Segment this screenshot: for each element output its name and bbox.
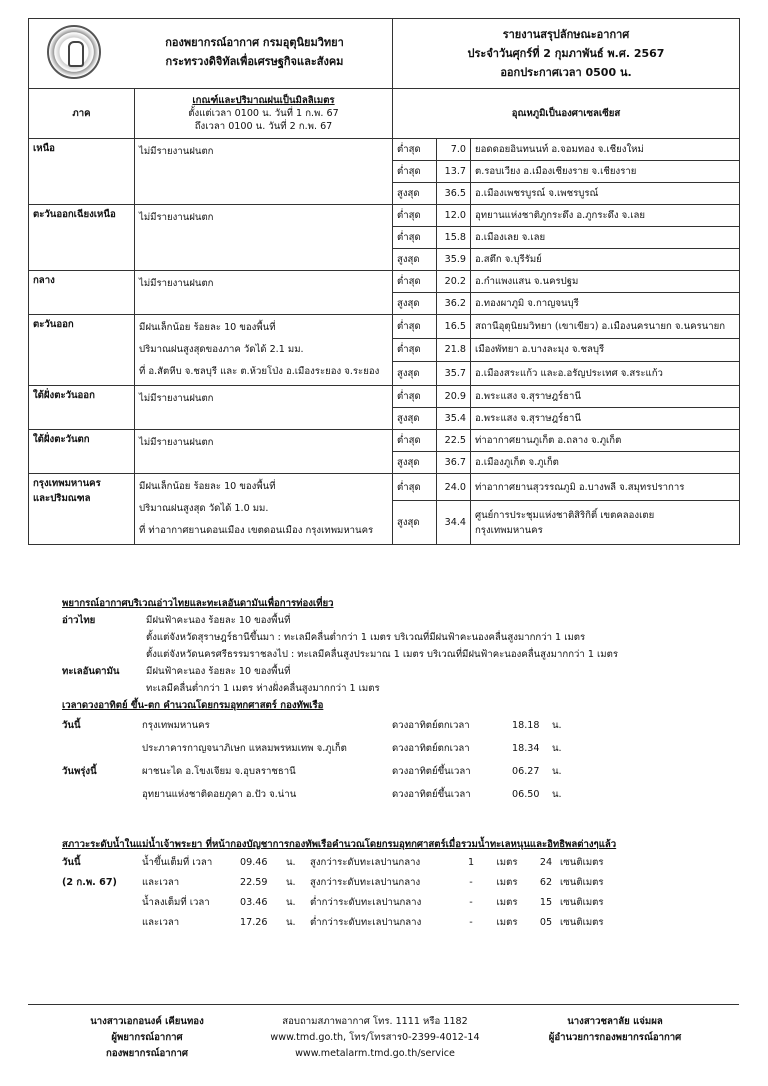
rain-text: มีฝนเล็กน้อย ร้อยละ 10 ของพื้นที่ — [139, 481, 276, 492]
sun-location: ประภาคารกาญจนาภิเษก แหลมพรหมเทพ จ.ภูเก็ต — [142, 743, 347, 754]
sun-time: 06.27 — [512, 766, 540, 777]
gulf-forecast-title: พยากรณ์อากาศบริเวณอ่าวไทยและทะเลอันดามันเพื่อการท่องเที่ยว — [62, 598, 334, 609]
temp-value: 34.4 — [437, 501, 471, 545]
sun-location: กรุงเทพมหานคร — [142, 720, 210, 731]
region-name: ตะวันออก — [29, 315, 135, 386]
region-rain-cell — [135, 205, 393, 271]
sun-times-title: เวลาดวงอาทิตย์ ขึ้น-ตก คำนวณโดยกรมอุทกศาสตร์ กองทัพเรือ — [62, 700, 324, 711]
tide-reference: สูงกว่าระดับทะเลปานกลาง — [310, 877, 421, 888]
tide-centimeters: 05 — [539, 917, 553, 928]
sun-time-row — [62, 737, 582, 760]
region-table-body — [29, 139, 740, 545]
sun-day-label: วันพรุ่งนี้ — [62, 766, 97, 777]
tide-time: 03.46 — [240, 897, 268, 908]
gulf-of-thailand-label: อ่าวไทย — [62, 615, 96, 626]
temp-value: 22.5 — [437, 430, 471, 452]
department-name: กองพยากรณ์อากาศ กรมอุตุนิยมวิทยา — [165, 36, 344, 49]
tide-reference: ต่ำกว่าระดับทะเลปานกลาง — [310, 897, 422, 908]
footer-director — [520, 1014, 710, 1046]
tide-time-unit: น. — [286, 917, 296, 928]
sun-time-unit: น. — [552, 766, 562, 777]
forecaster-name: นางสาวเอกอนงค์ เคียนทอง — [90, 1016, 204, 1027]
region-rain-cell — [135, 139, 393, 205]
contact-service-url[interactable]: www.metalarm.tmd.go.th/service — [295, 1048, 455, 1059]
forecaster-dept: กองพยากรณ์อากาศ — [106, 1048, 188, 1059]
sun-location: ผาชนะได อ.โขงเจียม จ.อุบลราชธานี — [142, 766, 296, 777]
region-temp-row — [29, 271, 740, 293]
gulf-line-2: ตั้งแต่จังหวัดสุราษฎร์ธานีขึ้นมา : ทะเลมีคลื่นต่ำกว่า 1 เมตร บริเวณที่มีฝนฟ้าคะนองคลื่นสูงมากกว่า 1 เมตร — [146, 632, 586, 643]
tide-centimeters: 62 — [539, 877, 553, 888]
tide-day-label — [62, 893, 142, 913]
temp-value: 16.5 — [437, 315, 471, 339]
tide-section — [62, 836, 630, 933]
region-rain-cell — [135, 474, 393, 545]
temp-value: 20.2 — [437, 271, 471, 293]
tide-meter-unit: เมตร — [496, 857, 518, 868]
region-temp-row — [29, 386, 740, 408]
temp-location: อ.สตึก จ.บุรีรัมย์ — [471, 249, 740, 271]
region-name: กลาง — [29, 271, 135, 315]
forecaster-role: ผู้พยากรณ์อากาศ — [111, 1032, 183, 1043]
header-left-cell — [29, 19, 393, 89]
sun-time-row — [62, 714, 582, 737]
weather-summary-table — [28, 18, 740, 545]
temp-label: ต่ำสุด — [393, 315, 437, 339]
header-row — [29, 19, 740, 89]
tide-rows — [62, 853, 630, 933]
sun-time: 18.18 — [512, 720, 540, 731]
temp-value: 24.0 — [437, 474, 471, 501]
rain-text: ไม่มีรายงานฝนตก — [139, 393, 214, 404]
temp-label: ต่ำสุด — [393, 430, 437, 452]
rain-text: ไม่มีรายงานฝนตก — [139, 437, 214, 448]
region-name: ใต้ฝั่งตะวันออก — [29, 386, 135, 430]
tide-event-label: น้ำลงเต็มที่ เวลา — [142, 897, 210, 908]
sun-times-section — [62, 697, 582, 806]
temp-location: อ.เมืองเลย จ.เลย — [471, 227, 740, 249]
temperature-column-header: อุณหภูมิเป็นองศาเซลเซียส — [393, 89, 740, 139]
sun-time-row — [62, 783, 582, 806]
region-temp-row — [29, 315, 740, 339]
tide-time-unit: น. — [286, 897, 296, 908]
tide-meter-unit: เมตร — [496, 877, 518, 888]
region-temp-row — [29, 430, 740, 452]
tide-day-label: (2 ก.พ. 67) — [62, 877, 117, 888]
andaman-sea-label: ทะเลอันดามัน — [62, 666, 120, 677]
temp-location: อ.กำแพงแสน จ.นครปฐม — [471, 271, 740, 293]
tide-row — [62, 913, 630, 933]
temp-value: 36.7 — [437, 452, 471, 474]
temp-location: ยอดดอยอินทนนท์ อ.จอมทอง จ.เชียงใหม่ — [471, 139, 740, 161]
tide-meters: 1 — [467, 857, 475, 868]
report-title: รายงานสรุปลักษณะอากาศ — [502, 28, 630, 41]
tide-day-label — [62, 913, 142, 933]
footer-divider — [28, 1004, 739, 1005]
tide-meter-unit: เมตร — [496, 897, 518, 908]
sun-event: ดวงอาทิตย์ตกเวลา — [392, 720, 470, 731]
temp-value: 35.4 — [437, 408, 471, 430]
header-right-cell — [393, 19, 740, 89]
sun-time-unit: น. — [552, 720, 562, 731]
rain-text: ที่ ท่าอากาศยานดอนเมือง เขตดอนเมือง กรุงเทพมหานคร — [139, 525, 374, 536]
temp-label: สูงสุด — [393, 293, 437, 315]
region-rain-cell — [135, 386, 393, 430]
rain-text: ไม่มีรายงานฝนตก — [139, 212, 214, 223]
temp-value: 12.0 — [437, 205, 471, 227]
temp-location: ศูนย์การประชุมแห่งชาติสิริกิติ์ เขตคลองเตย กรุงเทพมหานคร — [471, 501, 740, 545]
temp-value: 20.9 — [437, 386, 471, 408]
temp-label: ต่ำสุด — [393, 338, 437, 362]
sun-times-rows — [62, 714, 582, 806]
temp-location: ท่าอากาศยานสุวรรณภูมิ อ.บางพลี จ.สมุทรปราการ — [471, 474, 740, 501]
tide-time-unit: น. — [286, 857, 296, 868]
region-name: ตะวันออกเฉียงเหนือ — [29, 205, 135, 271]
tide-meters: - — [469, 877, 473, 888]
rain-text: ไม่มีรายงานฝนตก — [139, 146, 214, 157]
rain-text: ไม่มีรายงานฝนตก — [139, 278, 214, 289]
sun-day-label — [62, 783, 142, 806]
rain-text: ปริมาณฝนสูงสุด วัดได้ 1.0 มม. — [139, 503, 269, 514]
region-temp-row — [29, 205, 740, 227]
temp-value: 35.9 — [437, 249, 471, 271]
tide-title: สภาวะระดับน้ำในแม่น้ำเจ้าพระยา ที่หน้ากองบัญชาการกองทัพเรือคำนวณโดยกรมอุทกศาสตร์เมื่อรวมน้ำทะเลหนุนและอิทธิพลต่างๆแล้ว — [62, 839, 617, 850]
rain-header-line2: ตั้งแต่เวลา 0100 น. วันที่ 1 ก.พ. 67 — [188, 108, 339, 119]
region-name: กรุงเทพมหานคร และปริมณฑล — [29, 474, 135, 545]
rain-header-line1: เกณฑ์และปริมาณฝนเป็นมิลลิเมตร — [192, 95, 335, 106]
temp-label: ต่ำสุด — [393, 271, 437, 293]
region-name: เหนือ — [29, 139, 135, 205]
footer-forecaster — [72, 1014, 222, 1062]
tide-event-label: และเวลา — [142, 877, 180, 888]
tide-centimeters: 15 — [539, 897, 553, 908]
region-rain-cell — [135, 430, 393, 474]
temp-label: ต่ำสุด — [393, 227, 437, 249]
temp-label: สูงสุด — [393, 249, 437, 271]
temp-value: 21.8 — [437, 338, 471, 362]
tide-meters: - — [469, 917, 473, 928]
sun-location: อุทยานแห่งชาติดอยภูคา อ.ปัว จ.น่าน — [142, 789, 297, 800]
sun-time-unit: น. — [552, 743, 562, 754]
temp-value: 15.8 — [437, 227, 471, 249]
sun-day-label: วันนี้ — [62, 720, 81, 731]
tide-centimeters: 24 — [539, 857, 553, 868]
report-date: ประจำวันศุกร์ที่ 2 กุมภาพันธ์ พ.ศ. 2567 — [467, 47, 665, 60]
tide-centimeter-unit: เซนติเมตร — [560, 917, 604, 928]
temp-label: สูงสุด — [393, 362, 437, 386]
temp-location: ต.รอบเวียง อ.เมืองเชียงราย จ.เชียงราย — [471, 161, 740, 183]
department-seal-logo — [47, 25, 101, 79]
temp-label: ต่ำสุด — [393, 139, 437, 161]
tide-centimeter-unit: เซนติเมตร — [560, 857, 604, 868]
temp-location: อ.เมืองภูเก็ต จ.ภูเก็ต — [471, 452, 740, 474]
tide-reference: ต่ำกว่าระดับทะเลปานกลาง — [310, 917, 422, 928]
gulf-forecast-section — [62, 595, 618, 697]
temp-label: ต่ำสุด — [393, 474, 437, 501]
temp-location: ท่าอากาศยานภูเก็ต อ.ถลาง จ.ภูเก็ต — [471, 430, 740, 452]
andaman-line-1: มีฝนฟ้าคะนอง ร้อยละ 10 ของพื้นที่ — [146, 666, 291, 677]
rain-header-line3: ถึงเวลา 0100 น. วันที่ 2 ก.พ. 67 — [194, 121, 333, 132]
tide-centimeter-unit: เซนติเมตร — [560, 877, 604, 888]
issue-time: ออกประกาศเวลา 0500 น. — [500, 66, 632, 79]
rain-text: ปริมาณฝนสูงสุดของภาค วัดได้ 2.1 มม. — [139, 344, 304, 355]
tide-time-unit: น. — [286, 877, 296, 888]
tide-row — [62, 893, 630, 913]
temp-location: อ.ทองผาภูมิ จ.กาญจนบุรี — [471, 293, 740, 315]
tide-row — [62, 873, 630, 893]
region-column-header: ภาค — [29, 89, 135, 139]
contact-phone: สอบถามสภาพอากาศ โทร. 1111 หรือ 1182 — [282, 1016, 468, 1027]
director-name: นางสาวชลาลัย แจ่มผล — [567, 1016, 663, 1027]
tide-day-label: วันนี้ — [62, 857, 81, 868]
director-role: ผู้อำนวยการกองพยากรณ์อากาศ — [548, 1032, 682, 1043]
ministry-name: กระทรวงดิจิทัลเพื่อเศรษฐกิจและสังคม — [165, 55, 344, 68]
tide-event-label: น้ำขึ้นเต็มที่ เวลา — [142, 857, 213, 868]
tide-time: 17.26 — [240, 917, 268, 928]
tide-centimeter-unit: เซนติเมตร — [560, 897, 604, 908]
sun-day-label — [62, 737, 142, 760]
column-header-row — [29, 89, 740, 139]
tide-reference: สูงกว่าระดับทะเลปานกลาง — [310, 857, 421, 868]
sun-time: 06.50 — [512, 789, 540, 800]
temp-value: 36.5 — [437, 183, 471, 205]
sun-event: ดวงอาทิตย์ขึ้นเวลา — [392, 766, 471, 777]
region-temp-row — [29, 474, 740, 501]
footer-contact — [250, 1014, 500, 1062]
temp-label: สูงสุด — [393, 452, 437, 474]
temp-location: สถานีอุตุนิยมวิทยา (เขาเขียว) อ.เมืองนครนายก จ.นครนายก — [471, 315, 740, 339]
tide-meters: - — [469, 897, 473, 908]
temp-label: สูงสุด — [393, 408, 437, 430]
temp-location: อุทยานแห่งชาติภูกระดึง อ.ภูกระดึง จ.เลย — [471, 205, 740, 227]
sun-event: ดวงอาทิตย์ขึ้นเวลา — [392, 789, 471, 800]
temp-label: ต่ำสุด — [393, 386, 437, 408]
contact-website[interactable]: www.tmd.go.th, โทร/โทรสาร0-2399-4012-14 — [270, 1032, 480, 1043]
temp-location: อ.พระแสง จ.สุราษฎร์ธานี — [471, 408, 740, 430]
temp-label: สูงสุด — [393, 501, 437, 545]
rain-column-header — [135, 89, 393, 139]
tide-row — [62, 853, 630, 873]
temp-value: 13.7 — [437, 161, 471, 183]
temp-label: ต่ำสุด — [393, 161, 437, 183]
temp-location: อ.เมืองสระแก้ว และอ.อรัญประเทศ จ.สระแก้ว — [471, 362, 740, 386]
region-rain-cell — [135, 315, 393, 386]
rain-text: ที่ อ.สัตหีบ จ.ชลบุรี และ ต.ห้วยโป่ง อ.เมืองระยอง จ.ระยอง — [139, 366, 380, 377]
tide-meter-unit: เมตร — [496, 917, 518, 928]
temp-value: 35.7 — [437, 362, 471, 386]
region-rain-cell — [135, 271, 393, 315]
temp-value: 7.0 — [437, 139, 471, 161]
region-name: ใต้ฝั่งตะวันตก — [29, 430, 135, 474]
region-temp-row — [29, 139, 740, 161]
rain-text: มีฝนเล็กน้อย ร้อยละ 10 ของพื้นที่ — [139, 322, 276, 333]
andaman-line-2: ทะเลมีคลื่นต่ำกว่า 1 เมตร ห่างฝั่งคลื่นสูงมากกว่า 1 เมตร — [146, 683, 380, 694]
gulf-line-3: ตั้งแต่จังหวัดนครศรีธรรมราชลงไป : ทะเลมีคลื่นสูงประมาณ 1 เมตร บริเวณที่มีฝนฟ้าคะนองคลื่นสูงมากกว่า 1 เมตร — [146, 649, 618, 660]
temp-label: สูงสุด — [393, 183, 437, 205]
temp-label: ต่ำสุด — [393, 205, 437, 227]
temp-value: 36.2 — [437, 293, 471, 315]
gulf-line-1: มีฝนฟ้าคะนอง ร้อยละ 10 ของพื้นที่ — [146, 615, 291, 626]
sun-event: ดวงอาทิตย์ตกเวลา — [392, 743, 470, 754]
tide-event-label: และเวลา — [142, 917, 180, 928]
sun-time: 18.34 — [512, 743, 540, 754]
sun-time-row — [62, 760, 582, 783]
temp-location: อ.เมืองเพชรบูรณ์ จ.เพชรบูรณ์ — [471, 183, 740, 205]
temp-location: อ.พระแสง จ.สุราษฎร์ธานี — [471, 386, 740, 408]
sun-time-unit: น. — [552, 789, 562, 800]
tide-time: 22.59 — [240, 877, 268, 888]
temp-location: เมืองพัทยา อ.บางละมุง จ.ชลบุรี — [471, 338, 740, 362]
tide-time: 09.46 — [240, 857, 268, 868]
